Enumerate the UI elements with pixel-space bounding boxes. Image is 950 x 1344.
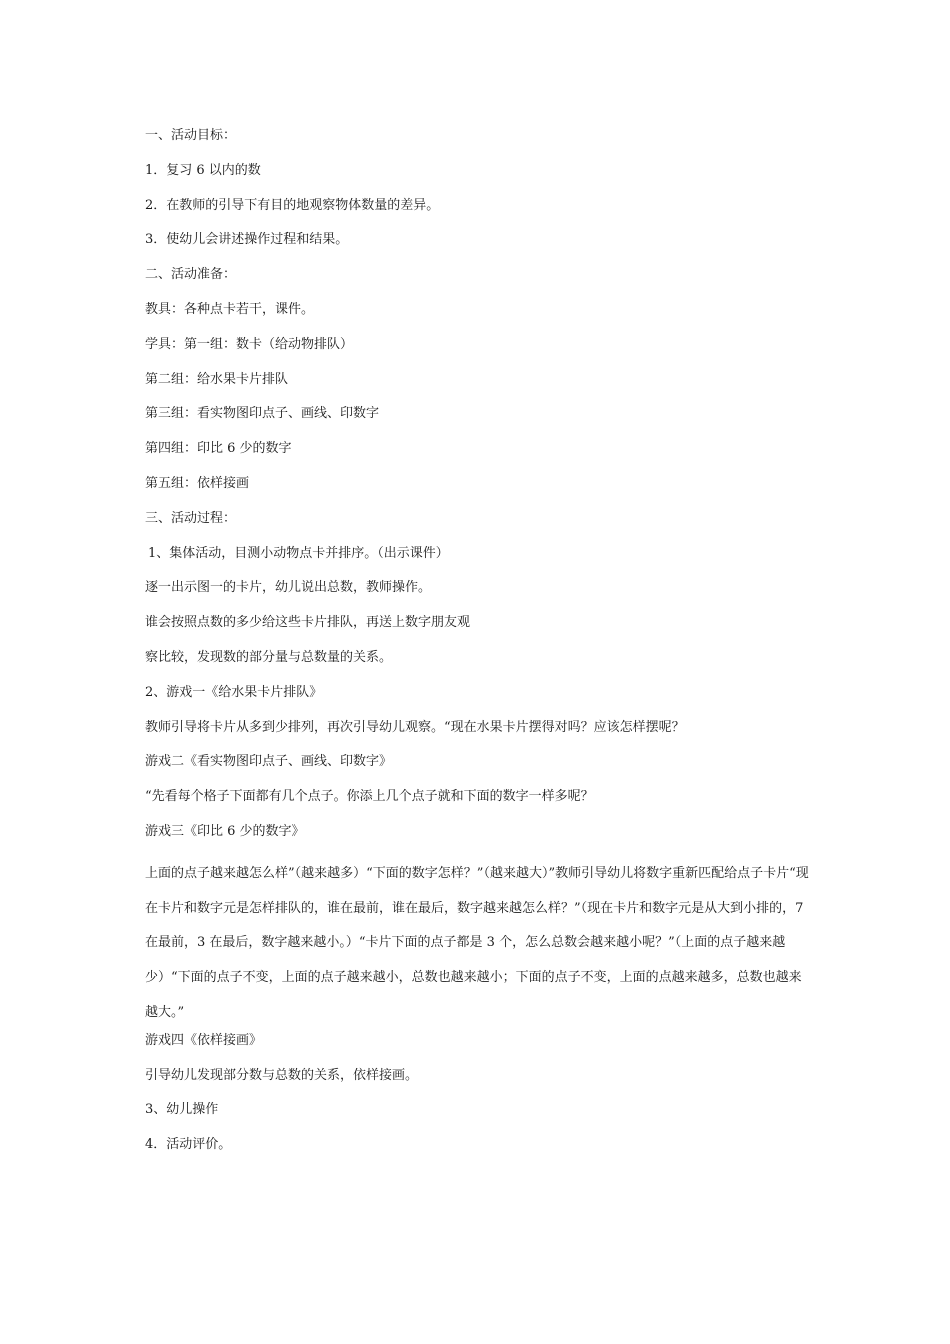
group-4: 第四组：印比 6 少的数字 [145, 441, 292, 457]
goal-item-1: 1．复习 6 以内的数 [145, 162, 261, 178]
game-2-heading: 游戏二《看实物图印点子、画线、印数字》 [145, 754, 393, 770]
section-heading-preparation: 二、活动准备： [145, 267, 237, 283]
group-3: 第三组：看实物图印点子、画线、印数字 [145, 406, 380, 422]
game-3-paragraph: 上面的点子越来越怎么样”（越来越多）“下面的数字怎样？”（越来越大）”教师引导幼儿将数字重新匹配给点子卡片“现在卡片和数字元是怎样排队的，谁在最前，谁在最后，数字越来越怎么样？”（现在卡片和数字元是从大到小排的，7 在最前，3 在最后，数字越来越小。）“卡片下面的点子都是 3 个，怎么总数会越来越小呢？”（上面的点子越来越少）“下面的点子不变，上面的点子越来越小，总数也越来越小；下面的点子不变，上面的点越来越多，总数也越来越大。” [145, 865, 809, 1020]
process-step-1: 1、集体活动，目测小动物点卡并排序。（出示课件） [148, 545, 449, 561]
group-5: 第五组：依样接画 [145, 475, 250, 491]
game-3-heading: 游戏三《印比 6 少的数字》 [145, 823, 305, 839]
process-text: 察比较，发现数的部分量与总数量的关系。 [145, 649, 393, 665]
document-body [145, 126, 810, 1170]
learning-aids-group-1: 学具：第一组：数卡（给动物排队） [145, 336, 354, 352]
game-1-text: 教师引导将卡片从多到少排列，再次引导幼儿观察。“现在水果卡片摆得对吗？应该怎样摆呢？ [145, 719, 685, 735]
goal-item-3: 3．使幼儿会讲述操作过程和结果。 [145, 232, 349, 248]
section-heading-goals: 一、活动目标： [145, 128, 237, 143]
group-2: 第二组：给水果卡片排队 [145, 371, 289, 387]
game-1-heading: 2、游戏一《给水果卡片排队》 [145, 684, 323, 700]
goal-item-2: 2．在教师的引导下有目的地观察物体数量的差异。 [145, 197, 440, 213]
game-4-heading: 游戏四《依样接画》 [145, 1032, 263, 1048]
section-heading-process: 三、活动过程： [145, 510, 237, 526]
process-step-3: 3、幼儿操作 [145, 1102, 219, 1118]
game-2-text: “先看每个格子下面都有几个点子。你添上几个点子就和下面的数字一样多呢？ [145, 789, 594, 805]
process-text: 谁会按照点数的多少给这些卡片排队，再送上数字朋友观 [145, 615, 471, 631]
teaching-aids: 教具：各种点卡若干，课件。 [145, 301, 315, 317]
process-text: 逐一出示图一的卡片，幼儿说出总数，教师操作。 [145, 580, 432, 596]
game-4-text: 引导幼儿发现部分数与总数的关系，依样接画。 [145, 1067, 419, 1083]
process-step-4: 4．活动评价。 [145, 1137, 232, 1153]
